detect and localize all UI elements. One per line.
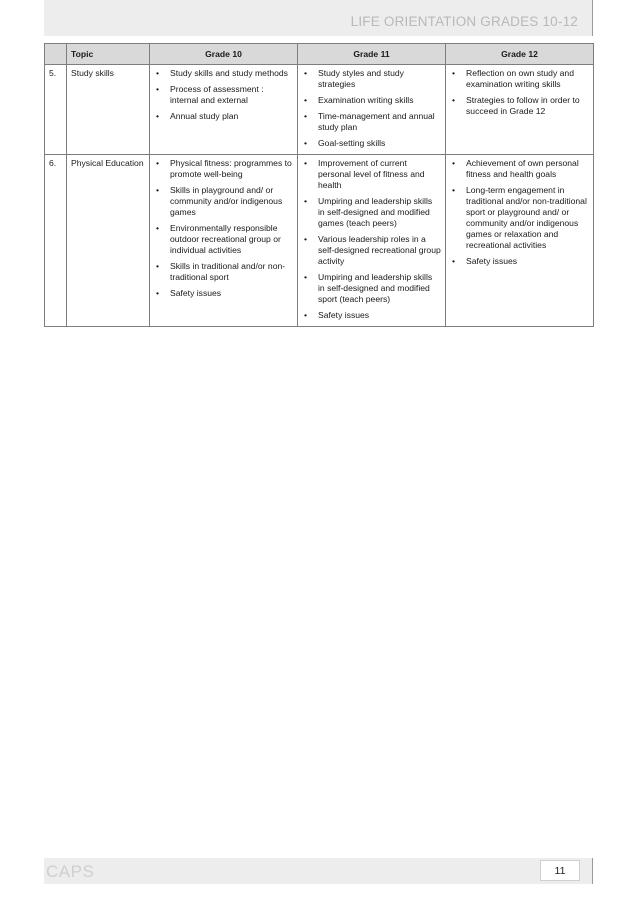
bullet-icon: • xyxy=(304,272,308,282)
bullet-icon: • xyxy=(156,111,160,121)
bullet-icon: • xyxy=(156,288,160,298)
bullet-text: Long-term engagement in traditional and/or non-traditional sport or playground and/ or community and/or indigenous games or relaxation and recreational activities xyxy=(466,185,587,250)
bullet-text: Safety issues xyxy=(466,256,518,266)
row-number: 5. xyxy=(45,65,67,155)
bullet-text: Achievement of own personal fitness and health goals xyxy=(466,158,579,179)
grade11-cell xyxy=(298,65,446,155)
row-topic: Physical Education xyxy=(67,155,150,327)
bullet-icon: • xyxy=(452,185,456,195)
header-title: LIFE ORIENTATION GRADES 10-12 xyxy=(350,14,578,29)
bullet-icon: • xyxy=(304,138,308,148)
bullet-text: Environmentally responsible outdoor recreational group or individual activities xyxy=(170,223,281,255)
bullet-item xyxy=(154,223,293,256)
bullet-item xyxy=(302,111,441,133)
grade12-cell xyxy=(446,155,594,327)
row-topic: Study skills xyxy=(67,65,150,155)
bullet-icon: • xyxy=(156,223,160,233)
bullet-item xyxy=(302,158,441,191)
bullet-icon: • xyxy=(452,158,456,168)
bullet-icon: • xyxy=(156,158,160,168)
bullet-icon: • xyxy=(304,111,308,121)
bullet-item xyxy=(302,196,441,229)
column-header-grade12: Grade 12 xyxy=(446,44,594,65)
bullet-text: Skills in playground and/ or community and/or indigenous games xyxy=(170,185,283,217)
bullet-text: Physical fitness: programmes to promote well-being xyxy=(170,158,292,179)
curriculum-table xyxy=(44,43,594,327)
bullet-item xyxy=(302,95,441,106)
bullet-text: Strategies to follow in order to succeed in Grade 12 xyxy=(466,95,580,116)
bullet-icon: • xyxy=(156,261,160,271)
bullet-item xyxy=(154,185,293,218)
grade12-cell xyxy=(446,65,594,155)
page-number: 11 xyxy=(540,860,580,881)
bullet-item xyxy=(154,288,293,299)
bullet-item xyxy=(302,68,441,90)
footer-label: CAPS xyxy=(46,862,95,881)
bullet-icon: • xyxy=(304,158,308,168)
bullet-item xyxy=(450,256,589,267)
bullet-item xyxy=(450,185,589,251)
bullet-text: Goal-setting skills xyxy=(318,138,386,148)
bullet-item xyxy=(154,111,293,122)
column-header-grade11: Grade 11 xyxy=(298,44,446,65)
bullet-text: Study styles and study strategies xyxy=(318,68,404,89)
page-header xyxy=(44,0,593,36)
bullet-item xyxy=(302,234,441,267)
column-header-number xyxy=(45,44,67,65)
bullet-text: Process of assessment : internal and external xyxy=(170,84,264,105)
bullet-text: Various leadership roles in a self-designed recreational group activity xyxy=(318,234,441,266)
bullet-icon: • xyxy=(156,185,160,195)
bullet-icon: • xyxy=(304,95,308,105)
table-header-row xyxy=(45,44,594,65)
bullet-item xyxy=(154,84,293,106)
grade11-cell xyxy=(298,155,446,327)
bullet-text: Safety issues xyxy=(170,288,222,298)
table-row xyxy=(45,155,594,327)
bullet-item xyxy=(302,138,441,149)
bullet-icon: • xyxy=(452,256,456,266)
bullet-text: Time-management and annual study plan xyxy=(318,111,435,132)
bullet-icon: • xyxy=(156,84,160,94)
bullet-icon: • xyxy=(304,234,308,244)
bullet-text: Annual study plan xyxy=(170,111,239,121)
bullet-text: Umpiring and leadership skills in self-designed and modified sport (teach peers) xyxy=(318,272,433,304)
bullet-item xyxy=(450,158,589,180)
bullet-icon: • xyxy=(452,68,456,78)
bullet-text: Skills in traditional and/or non-traditional sport xyxy=(170,261,286,282)
bullet-item xyxy=(450,68,589,90)
table-row xyxy=(45,65,594,155)
bullet-icon: • xyxy=(304,68,308,78)
column-header-grade10: Grade 10 xyxy=(150,44,298,65)
bullet-text: Improvement of current personal level of fitness and health xyxy=(318,158,425,190)
bullet-text: Examination writing skills xyxy=(318,95,414,105)
bullet-text: Study skills and study methods xyxy=(170,68,288,78)
page-footer xyxy=(44,858,593,884)
bullet-icon: • xyxy=(304,196,308,206)
column-header-topic: Topic xyxy=(67,44,150,65)
bullet-item xyxy=(154,261,293,283)
row-number: 6. xyxy=(45,155,67,327)
bullet-text: Safety issues xyxy=(318,310,370,320)
bullet-item xyxy=(302,310,441,321)
bullet-icon: • xyxy=(452,95,456,105)
bullet-icon: • xyxy=(304,310,308,320)
bullet-item xyxy=(154,158,293,180)
bullet-text: Reflection on own study and examination writing skills xyxy=(466,68,574,89)
bullet-text: Umpiring and leadership skills in self-designed and modified games (teach peers) xyxy=(318,196,433,228)
grade10-cell xyxy=(150,65,298,155)
bullet-icon: • xyxy=(156,68,160,78)
bullet-item xyxy=(154,68,293,79)
bullet-item xyxy=(302,272,441,305)
grade10-cell xyxy=(150,155,298,327)
bullet-item xyxy=(450,95,589,117)
